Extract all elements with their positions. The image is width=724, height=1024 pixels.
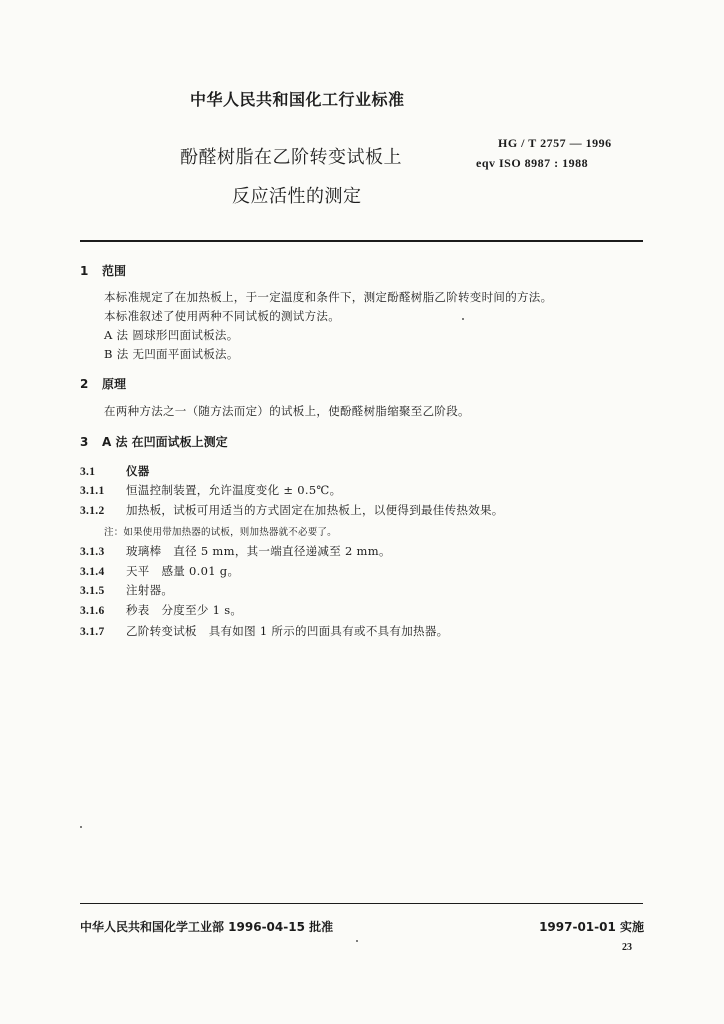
clause-text: 分度至少 1 s。 xyxy=(161,603,243,617)
clause-text: 感量 0.01 g。 xyxy=(161,564,240,578)
clause-3-1-5 xyxy=(80,582,173,598)
footer-divider xyxy=(80,903,643,904)
clause-number: 3.1.3 xyxy=(80,546,105,558)
clause-3-1-4 xyxy=(80,563,239,579)
section-number: 1 xyxy=(80,264,89,278)
section-number: 2 xyxy=(80,377,89,391)
method-a-line: A 法 圆球形凹面试板法。 xyxy=(104,328,239,342)
clause-3-1-1 xyxy=(80,482,341,498)
section-title: 范围 xyxy=(102,264,127,278)
section-title: 原理 xyxy=(102,377,127,391)
scan-speck xyxy=(462,318,464,320)
subsection-3-1 xyxy=(80,463,150,479)
effective-date: 1997-01-01 实施 xyxy=(539,920,644,934)
header-divider xyxy=(80,240,643,242)
clause-text: 具有如图 1 所示的凹面具有或不具有加热器。 xyxy=(208,624,449,638)
scan-speck xyxy=(80,826,82,828)
scan-speck xyxy=(356,940,358,942)
clause-term: 天平 xyxy=(126,564,150,578)
approval-line: 中华人民共和国化学工业部 1996-04-15 批准 xyxy=(80,920,334,934)
clause-number: 3.1.5 xyxy=(80,585,105,597)
section-1-paragraph-2: 本标准叙述了使用两种不同试板的测试方法。 xyxy=(104,309,340,323)
page-number: 23 xyxy=(622,942,632,953)
clause-number: 3.1.4 xyxy=(80,566,105,578)
document-title-line-2: 反应活性的测定 xyxy=(232,186,362,207)
clause-number: 3.1 xyxy=(80,466,96,478)
section-number: 3 xyxy=(80,435,89,449)
section-2-heading xyxy=(80,375,126,392)
clause-text: 注射器。 xyxy=(126,583,174,597)
document-title-line-1: 酚醛树脂在乙阶转变试板上 xyxy=(180,147,402,168)
equivalent-standard: eqv ISO 8987 : 1988 xyxy=(476,156,589,170)
clause-text: 恒温控制装置，允许温度变化 ± 0.5℃。 xyxy=(126,483,342,497)
section-1-paragraph-1: 本标准规定了在加热板上，于一定温度和条件下，测定酚醛树脂乙阶转变时间的方法。 xyxy=(104,290,553,304)
clause-3-1-3 xyxy=(80,543,391,559)
section-3-heading xyxy=(80,433,228,450)
clause-text: 仪器 xyxy=(126,464,150,478)
clause-text: 加热板，试板可用适当的方式固定在加热板上，以便得到最佳传热效果。 xyxy=(126,503,504,517)
industry-standard-heading: 中华人民共和国化工行业标准 xyxy=(190,90,405,109)
note-heater: 注：如果使用带加热器的试板，则加热器就不必要了。 xyxy=(104,527,337,538)
clause-3-1-6 xyxy=(80,602,242,618)
section-title: A 法 在凹面试板上测定 xyxy=(102,435,228,449)
clause-term: 秒表 xyxy=(126,603,150,617)
section-2-paragraph-1: 在两种方法之一（随方法而定）的试板上，使酚醛树脂缩聚至乙阶段。 xyxy=(104,404,470,418)
section-1-heading xyxy=(80,262,126,279)
clause-number: 3.1.6 xyxy=(80,605,105,617)
clause-number: 3.1.7 xyxy=(80,626,105,638)
clause-number: 3.1.1 xyxy=(80,485,105,497)
method-b-line: B 法 无凹面平面试板法。 xyxy=(104,347,239,361)
standard-number: HG / T 2757 — 1996 xyxy=(498,136,612,150)
clause-3-1-2 xyxy=(80,502,504,518)
clause-3-1-7 xyxy=(80,623,448,639)
clause-number: 3.1.2 xyxy=(80,505,105,517)
clause-term: 乙阶转变试板 xyxy=(126,624,197,638)
clause-term: 玻璃棒 xyxy=(126,544,162,558)
clause-text: 直径 5 mm，其一端直径递减至 2 mm。 xyxy=(173,544,391,558)
